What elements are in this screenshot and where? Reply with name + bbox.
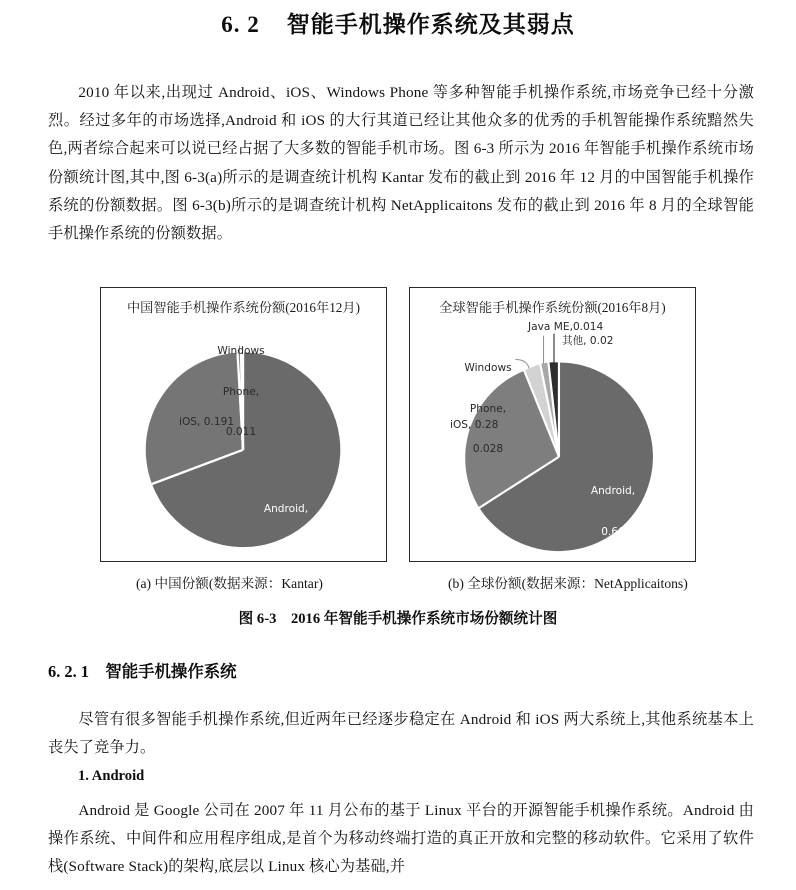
chart-china-share <box>100 287 387 562</box>
page-title: 6. 2 智能手机操作系统及其弱点 <box>221 12 575 37</box>
chart-global-share <box>409 287 696 562</box>
pie-label-android-value: 0.66 <box>601 525 625 538</box>
pie-label-wp-line1: Windows <box>464 362 512 374</box>
pie-label-wp-line2: Phone, <box>469 402 507 415</box>
intro-paragraph: 2010 年以来,出现过 Android、iOS、Windows Phone 等多种智能手机操作系统,市场竞争已经十分激烈。经过多年的市场选择,Android 和 iOS 的大行其道已经让其他众多的优秀的手机智能操作系统黯然失色,两者综合起来可以说已经占据了大多数的智能手机市场。图 6-3 所示为 2016 年智能手机操作系统市场份额统计图,其中,图 6-3(a)所示的是调查统计机构 Kantar 发布的截止到 2016 年 12 月的中国智能手机操作系统的份额数据。图 6-3(b)所示的是调查统计机构 NetApplicaitons 发布的截止到 2016 年 8 月的全球智能手机操作系统的份额数据。 <box>48 84 754 243</box>
pie-label-ios-china: iOS, 0.191 <box>179 416 235 428</box>
chart-title-global: 全球智能手机操作系统份额(2016年8月) <box>439 300 666 315</box>
chart-title-china: 中国智能手机操作系统份额(2016年12月) <box>127 300 360 315</box>
pie-label-android-name: Android, <box>263 503 309 515</box>
pie-label-ios-global: iOS, 0.28 <box>450 419 499 431</box>
figure-subcaption-b: (b) 全球份额(数据来源：NetApplicaitons) <box>448 576 688 591</box>
figure-caption: 图 6-3 2016 年智能手机操作系统市场份额统计图 <box>238 611 558 627</box>
subsection-heading: 6. 2. 1 智能手机操作系统 <box>48 662 237 681</box>
pie-label-other-global: 其他, 0.02 <box>562 335 614 347</box>
pie-label-wp-line3: 0.011 <box>225 426 257 438</box>
pie-label-windows-phone-global <box>452 335 524 484</box>
item-heading-android: 1. Android <box>78 768 145 784</box>
pie-label-android-value: 0.807 <box>270 543 302 556</box>
figure-subcaption-a: (a) 中国份额(数据来源：Kantar) <box>136 576 323 591</box>
pie-label-wp-line3: 0.028 <box>472 443 504 455</box>
pie-label-windows-phone-china <box>188 318 294 467</box>
pie-label-wp-line1: Windows <box>217 345 265 357</box>
subsection-paragraph: 尽管有很多智能手机操作系统,但近两年已经逐步稳定在 Android 和 iOS 两大系统上,其他系统基本上丧失了竞争力。 <box>48 711 754 757</box>
pie-label-android-china <box>241 476 331 584</box>
pie-label-wp-line2: Phone, <box>222 385 260 398</box>
item-paragraph-android: Android 是 Google 公司在 2007 年 11 月公布的基于 Linux 平台的开源智能手机操作系统。Android 由操作系统、中间件和应用程序组成,是首个为移动终端打造的真正开放和完整的移动软件。它采用了软件栈(Software Stack)的架构,底层以 Linux 核心为基础,并 <box>48 802 754 876</box>
figure-6-3 <box>100 287 696 562</box>
pie-label-android-name: Android, <box>590 485 636 497</box>
pie-label-java-me-global: Java ME,0.014 <box>528 321 604 333</box>
pie-label-android-global <box>568 458 658 566</box>
